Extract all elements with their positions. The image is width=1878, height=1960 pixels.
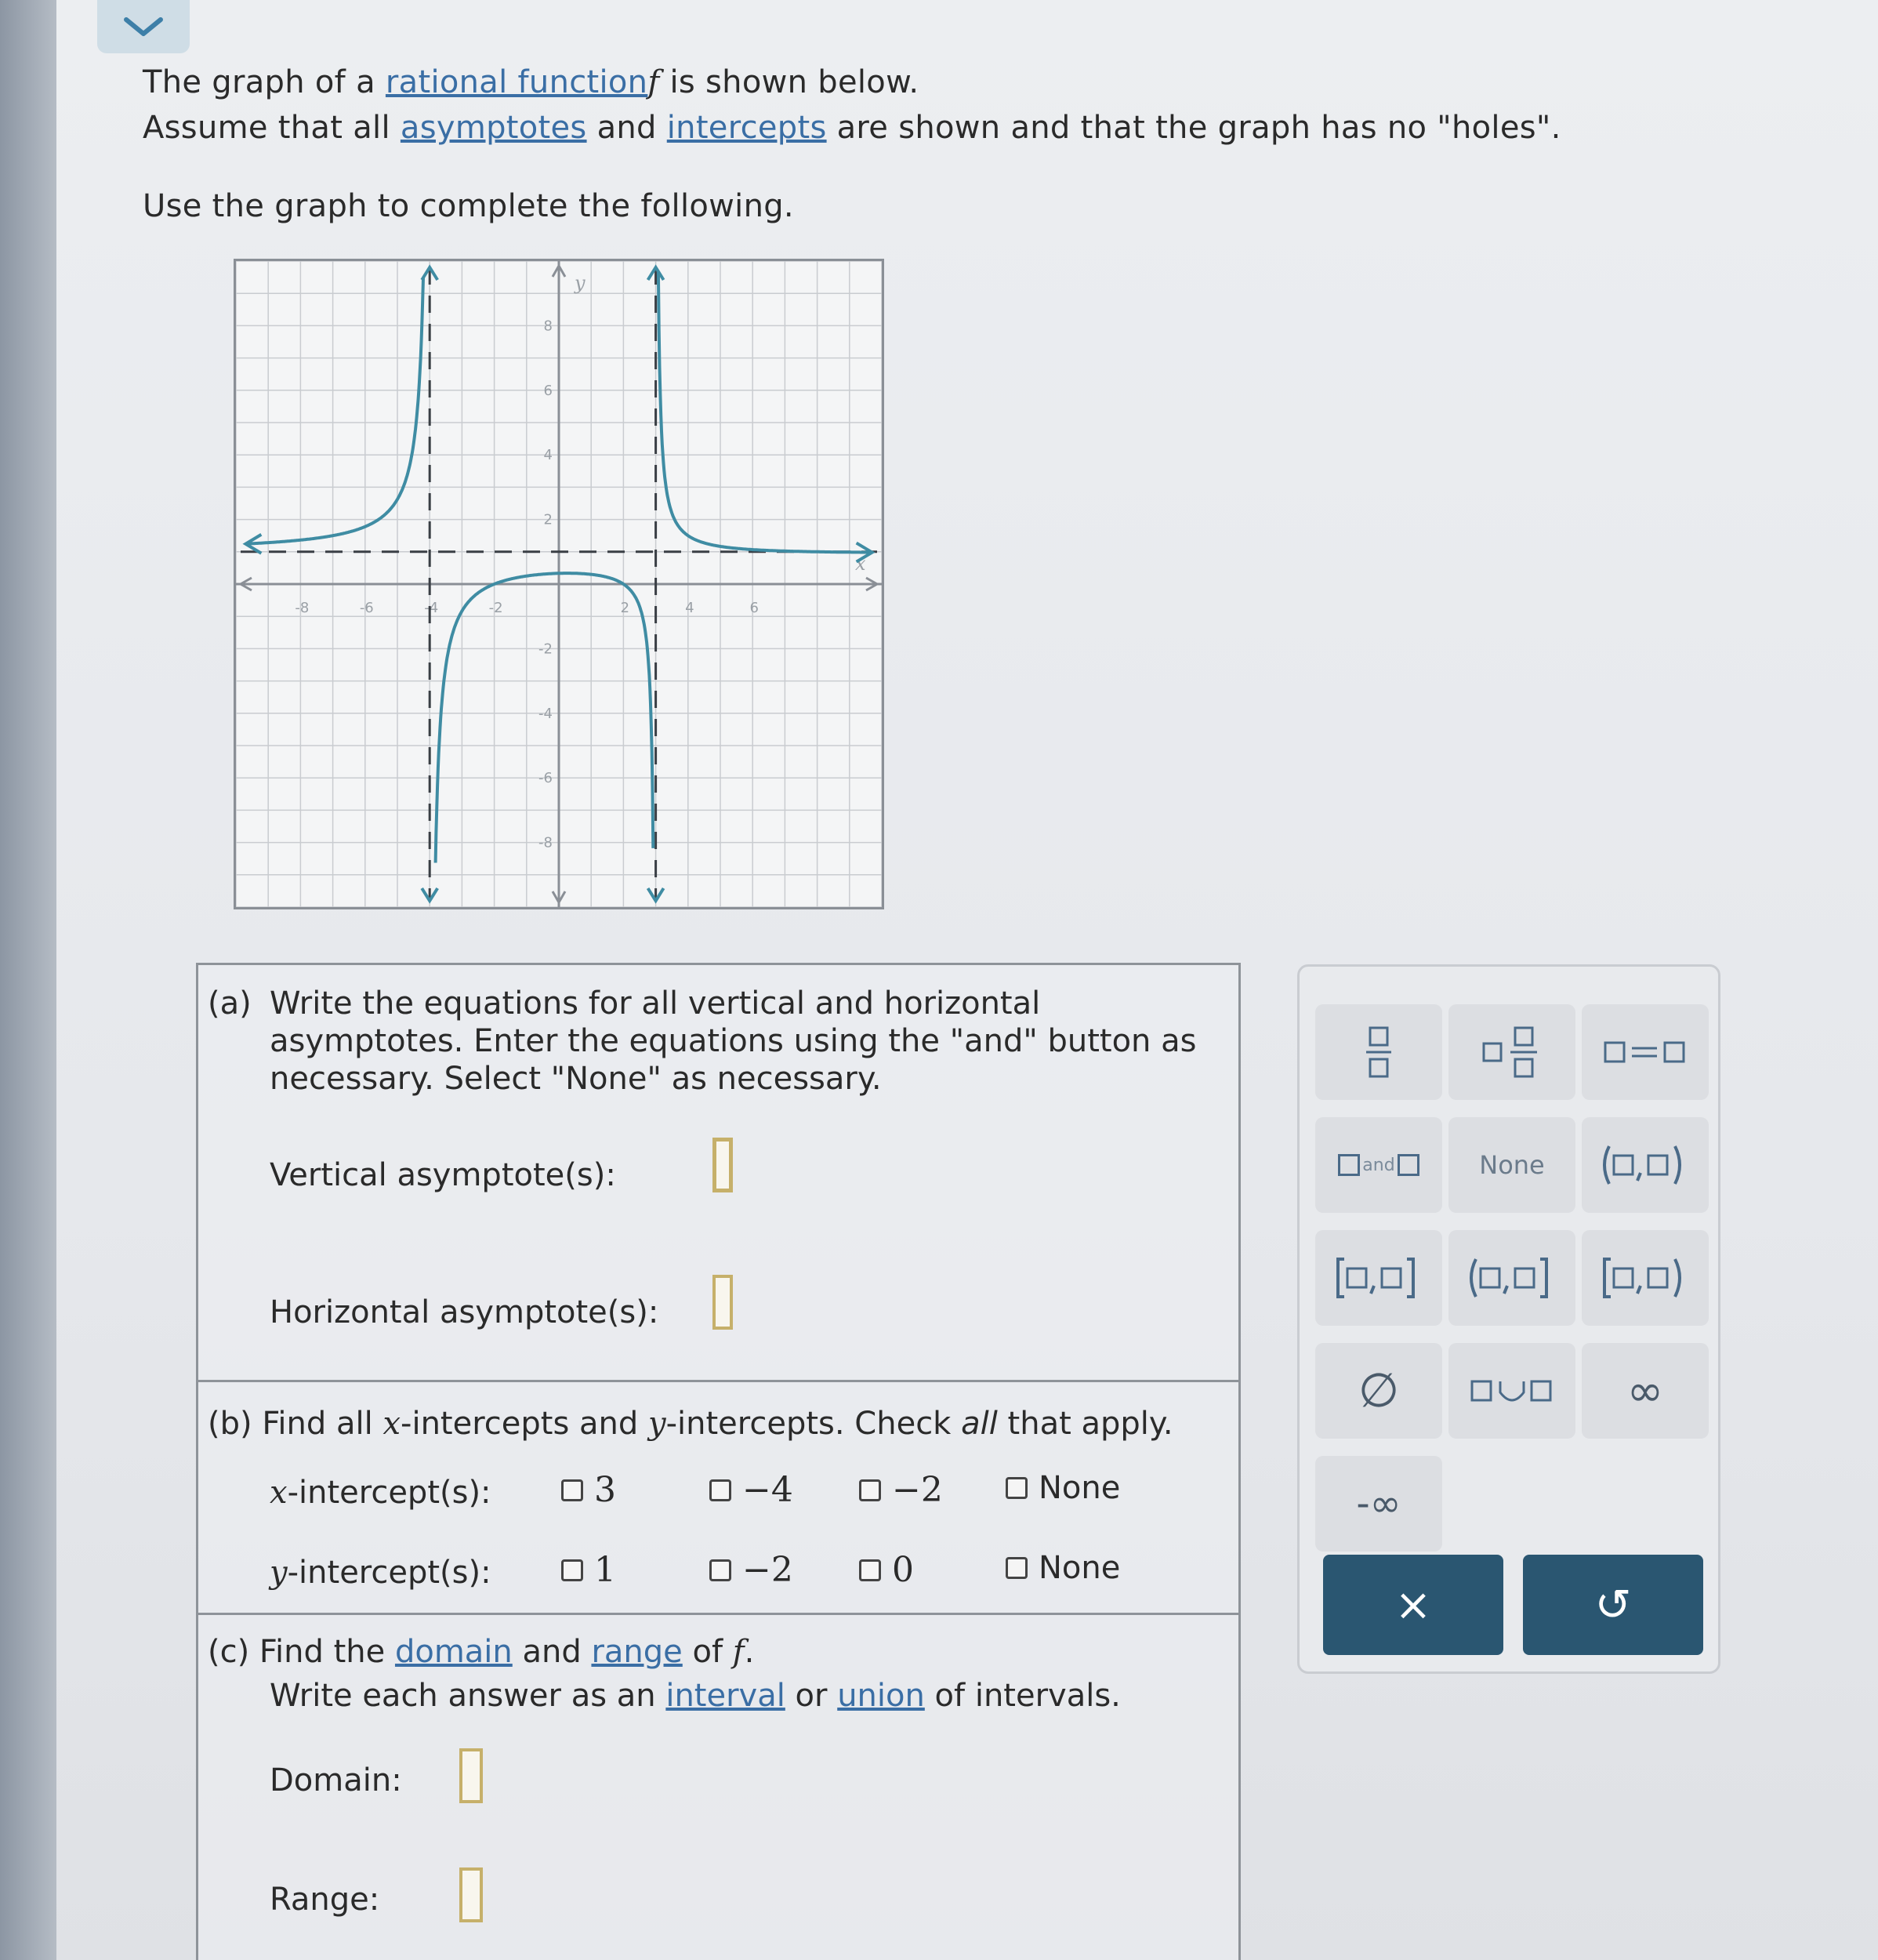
- fraction-key[interactable]: [1315, 1004, 1442, 1100]
- y-tick-label: -2: [538, 641, 553, 658]
- horizontal-asymptote-label: Horizontal asymptote(s):: [270, 1294, 659, 1330]
- math-keypad: [1297, 964, 1720, 1674]
- x-option-none[interactable]: [1006, 1470, 1120, 1506]
- checkbox[interactable]: [561, 1559, 583, 1581]
- x-tick-label: -8: [295, 600, 310, 616]
- horizontal-asymptote-input[interactable]: [712, 1275, 733, 1330]
- part-b-text-segment: -intercepts and: [401, 1406, 648, 1442]
- vertical-asymptote-input[interactable]: [712, 1138, 733, 1192]
- intro-text: The graph of a: [143, 64, 386, 100]
- x-option-3[interactable]: [561, 1470, 616, 1510]
- function-var: f: [647, 64, 660, 100]
- part-c-text: and: [512, 1634, 592, 1670]
- function-graph: [234, 259, 884, 909]
- part-b-text-segment: that apply.: [997, 1406, 1173, 1442]
- part-a-label: (a): [208, 985, 252, 1022]
- chevron-down-icon: [121, 15, 165, 38]
- and-key[interactable]: [1315, 1117, 1442, 1213]
- y-tick-label: -4: [538, 705, 553, 722]
- infinity-key[interactable]: ∞: [1582, 1343, 1709, 1439]
- part-a-instruction-3: necessary. Select "None" as necessary.: [270, 1061, 882, 1097]
- empty-set-key[interactable]: ∅: [1315, 1343, 1442, 1439]
- checkbox[interactable]: [1006, 1477, 1028, 1499]
- and-text: and: [1362, 1155, 1395, 1175]
- domain-input[interactable]: [459, 1748, 483, 1803]
- x-option-neg4[interactable]: [709, 1470, 793, 1510]
- undo-button[interactable]: ↺: [1523, 1555, 1703, 1655]
- part-b-label: (b): [208, 1406, 252, 1442]
- option-text: None: [1039, 1470, 1121, 1506]
- range-link[interactable]: range: [591, 1634, 683, 1670]
- y-tick-label: 8: [543, 318, 553, 335]
- part-b-text: [208, 1406, 1173, 1442]
- fraction-icon: [1363, 1025, 1394, 1080]
- placeholder-box-icon: [1398, 1154, 1419, 1176]
- part-b-text-segment: -intercepts. Check: [665, 1406, 962, 1442]
- option-text: −4: [742, 1470, 793, 1510]
- curve-right-branch: [658, 271, 872, 553]
- intercepts-link[interactable]: intercepts: [666, 110, 827, 146]
- checkbox[interactable]: [709, 1559, 731, 1581]
- intro-text: Assume that all: [143, 110, 401, 146]
- y-tick-label: 4: [543, 447, 553, 464]
- intro-text: are shown and that the graph has no "holes".: [826, 110, 1561, 146]
- y-intercept-label: [270, 1555, 491, 1591]
- part-b-text-segment: Find all: [262, 1406, 383, 1442]
- closed-interval-key[interactable]: [1315, 1230, 1442, 1326]
- part-c-label: (c): [208, 1634, 250, 1670]
- x-tick-label: 4: [685, 600, 694, 616]
- part-a-box: [196, 963, 1241, 1382]
- part-c-line-2: [270, 1678, 1121, 1714]
- x-tick-label: 6: [749, 600, 759, 616]
- negative-infinity-key[interactable]: -∞: [1315, 1456, 1442, 1552]
- half-open-right-key[interactable]: [1582, 1230, 1709, 1326]
- vertical-asymptote-label: Vertical asymptote(s):: [270, 1157, 616, 1193]
- domain-label: Domain:: [270, 1762, 402, 1798]
- part-c-text: .: [744, 1634, 755, 1670]
- option-text: 3: [594, 1470, 616, 1510]
- checkbox[interactable]: [859, 1559, 881, 1581]
- right-open-interval-icon: [1598, 1254, 1692, 1301]
- part-c-text: of: [682, 1634, 733, 1670]
- y-option-neg2[interactable]: [709, 1550, 793, 1590]
- part-a-instruction-2: asymptotes. Enter the equations using the "and" button as: [270, 1023, 1197, 1059]
- y-tick-label: -6: [538, 770, 553, 787]
- y-option-1[interactable]: [561, 1550, 616, 1590]
- x-tick-label: 2: [620, 600, 630, 616]
- domain-link[interactable]: domain: [394, 1634, 513, 1670]
- x-tick-label: -2: [488, 600, 503, 616]
- range-label: Range:: [270, 1882, 380, 1918]
- mixed-number-key[interactable]: [1448, 1004, 1575, 1100]
- placeholder-box-icon: [1338, 1154, 1360, 1176]
- x-tick-label: -4: [424, 600, 439, 616]
- intro-line-3: Use the graph to complete the following.: [143, 188, 794, 224]
- y-intercept-label-text: -intercept(s):: [287, 1555, 491, 1591]
- collapse-button[interactable]: [97, 0, 190, 53]
- y-axis-label: y: [575, 272, 586, 294]
- y-var: y: [270, 1555, 288, 1591]
- option-text: −2: [742, 1550, 793, 1590]
- intro-text: and: [586, 110, 667, 146]
- x-tick-label: -6: [359, 600, 374, 616]
- function-var: f: [732, 1634, 745, 1670]
- part-b-box: [196, 1380, 1241, 1615]
- part-c-text: Find the: [259, 1634, 395, 1670]
- union-key[interactable]: [1448, 1343, 1575, 1439]
- checkbox[interactable]: [859, 1479, 881, 1501]
- x-intercept-label: [270, 1475, 491, 1511]
- union-link[interactable]: union: [837, 1678, 925, 1714]
- open-interval-icon: [1598, 1142, 1692, 1189]
- part-c-text: or: [785, 1678, 838, 1714]
- x-option-neg2[interactable]: [859, 1470, 943, 1510]
- range-input[interactable]: [459, 1867, 483, 1922]
- x-intercept-label-text: -intercept(s):: [287, 1475, 491, 1511]
- open-interval-key[interactable]: [1582, 1117, 1709, 1213]
- graph-canvas: [236, 261, 882, 907]
- half-open-left-key[interactable]: [1448, 1230, 1575, 1326]
- window-edge: [0, 0, 56, 1960]
- part-c-text: of intervals.: [924, 1678, 1121, 1714]
- interval-link[interactable]: interval: [665, 1678, 785, 1714]
- checkbox[interactable]: [1006, 1557, 1028, 1579]
- y-tick-label: -8: [538, 834, 553, 851]
- y-tick-label: 2: [543, 511, 553, 528]
- equals-icon: [1602, 1036, 1688, 1068]
- part-b-text-all: all: [961, 1406, 998, 1442]
- option-text: −2: [892, 1470, 943, 1510]
- checkbox[interactable]: [709, 1479, 731, 1501]
- intro-line-1: [143, 64, 919, 100]
- closed-interval-icon: [1332, 1254, 1426, 1301]
- y-tick-label: 6: [543, 382, 553, 399]
- clear-button[interactable]: ×: [1323, 1555, 1503, 1655]
- y-option-none[interactable]: [1006, 1550, 1120, 1586]
- y-option-0[interactable]: [859, 1550, 914, 1590]
- option-text: 0: [892, 1550, 914, 1590]
- x-var: x: [270, 1475, 288, 1511]
- checkbox[interactable]: [561, 1479, 583, 1501]
- x-var: x: [382, 1406, 401, 1442]
- part-c-box: [196, 1613, 1241, 1960]
- none-key[interactable]: None: [1448, 1117, 1575, 1213]
- x-axis-label: x: [855, 553, 866, 575]
- union-icon: [1469, 1375, 1555, 1406]
- intro-text: is shown below.: [659, 64, 919, 100]
- asymptotes-link[interactable]: asymptotes: [400, 110, 587, 146]
- rational-function-link[interactable]: rational function: [385, 64, 648, 100]
- mixed-number-icon: [1481, 1025, 1543, 1080]
- y-var: y: [647, 1406, 666, 1442]
- left-open-interval-icon: [1465, 1254, 1559, 1301]
- part-c-text: Write each answer as an: [270, 1678, 666, 1714]
- curve-left-branch: [245, 278, 423, 544]
- part-c-line-1: [208, 1634, 754, 1670]
- option-text: None: [1039, 1550, 1121, 1586]
- option-text: 1: [594, 1550, 616, 1590]
- equation-key[interactable]: [1582, 1004, 1709, 1100]
- part-a-instruction-1: Write the equations for all vertical and horizontal: [270, 985, 1041, 1022]
- intro-line-2: [143, 110, 1561, 146]
